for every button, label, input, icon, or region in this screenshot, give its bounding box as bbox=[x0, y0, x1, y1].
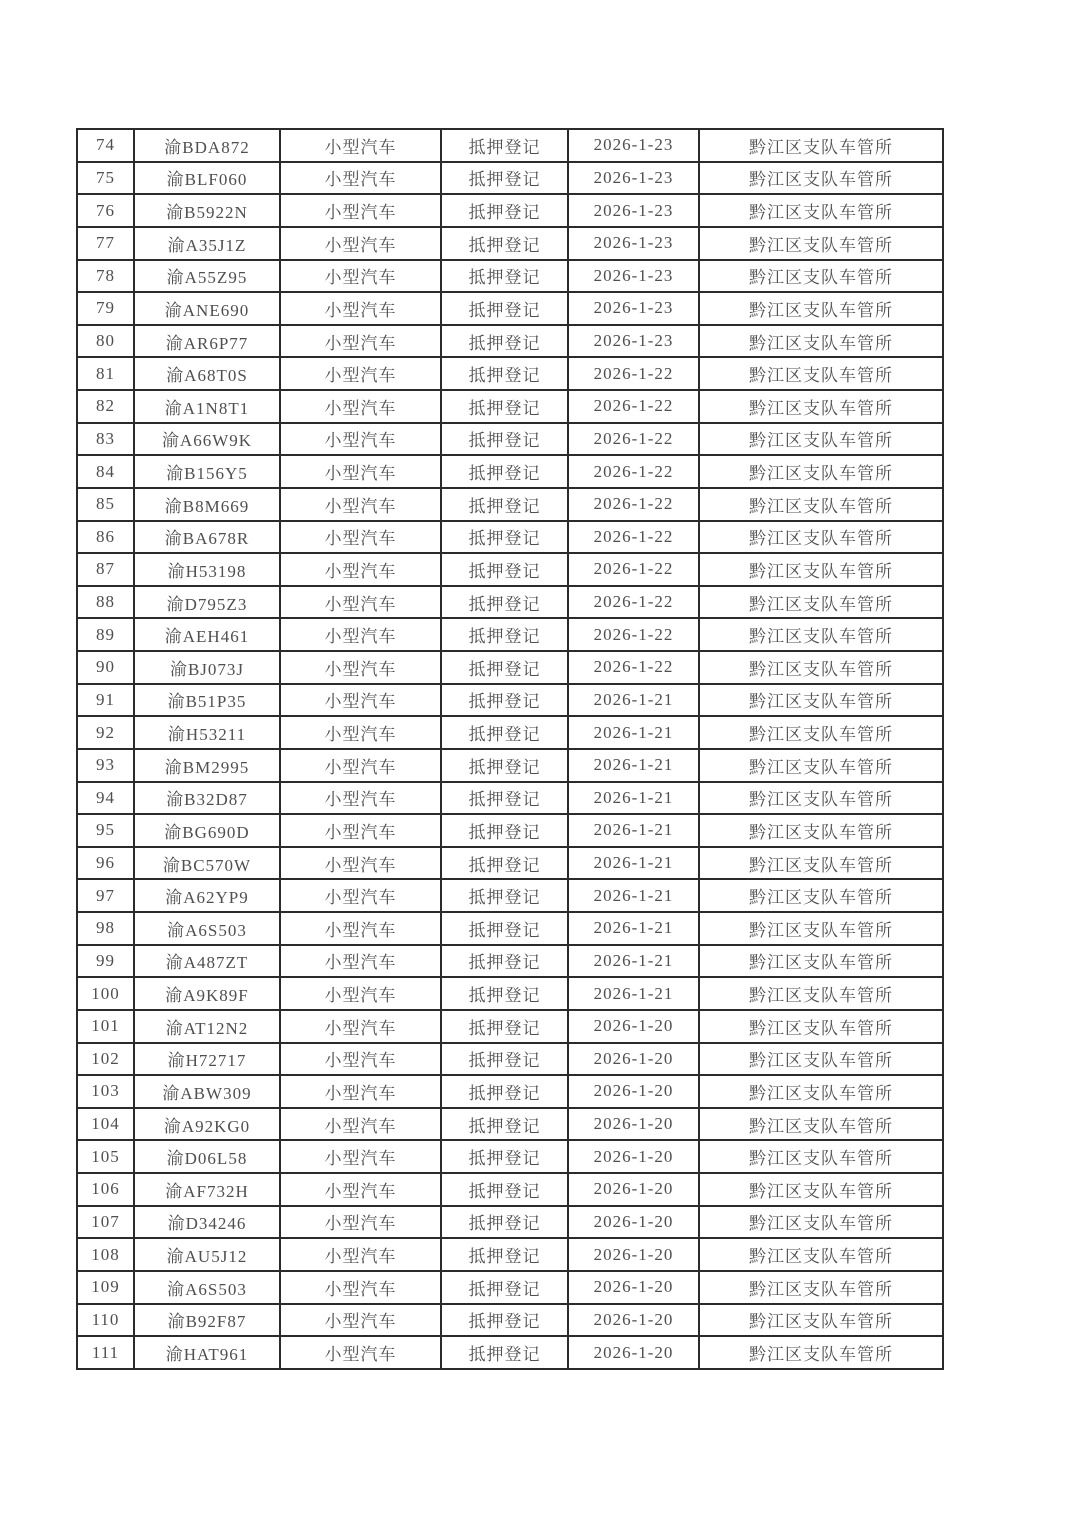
registration_type-cell: 抵押登记 bbox=[441, 1238, 568, 1271]
registration_type-cell: 抵押登记 bbox=[441, 357, 568, 390]
table-row bbox=[77, 553, 943, 586]
index-cell: 91 bbox=[77, 684, 134, 717]
registration_type-cell: 抵押登记 bbox=[441, 847, 568, 880]
vehicle_type-cell: 小型汽车 bbox=[280, 129, 441, 162]
table-row bbox=[77, 814, 943, 847]
date-cell: 2026-1-22 bbox=[568, 553, 699, 586]
index-cell: 96 bbox=[77, 847, 134, 880]
index-cell: 75 bbox=[77, 162, 134, 195]
date-cell: 2026-1-22 bbox=[568, 357, 699, 390]
office-cell: 黔江区支队车管所 bbox=[699, 847, 943, 880]
vehicle_type-cell: 小型汽车 bbox=[280, 292, 441, 325]
plate-cell: 渝AU5J12 bbox=[134, 1238, 280, 1271]
date-cell: 2026-1-22 bbox=[568, 488, 699, 521]
index-cell: 84 bbox=[77, 455, 134, 488]
registration_type-cell: 抵押登记 bbox=[441, 521, 568, 554]
table-row bbox=[77, 651, 943, 684]
vehicle_type-cell: 小型汽车 bbox=[280, 357, 441, 390]
vehicle_type-cell: 小型汽车 bbox=[280, 1304, 441, 1337]
plate-cell: 渝A1N8T1 bbox=[134, 390, 280, 423]
vehicle_type-cell: 小型汽车 bbox=[280, 977, 441, 1010]
plate-cell: 渝BLF060 bbox=[134, 162, 280, 195]
registration_type-cell: 抵押登记 bbox=[441, 325, 568, 358]
registration_type-cell: 抵押登记 bbox=[441, 1010, 568, 1043]
office-cell: 黔江区支队车管所 bbox=[699, 1206, 943, 1239]
date-cell: 2026-1-20 bbox=[568, 1043, 699, 1076]
table-row bbox=[77, 782, 943, 815]
index-cell: 100 bbox=[77, 977, 134, 1010]
plate-cell: 渝A66W9K bbox=[134, 423, 280, 456]
plate-cell: 渝A55Z95 bbox=[134, 260, 280, 293]
table-row bbox=[77, 194, 943, 227]
office-cell: 黔江区支队车管所 bbox=[699, 455, 943, 488]
table-row bbox=[77, 586, 943, 619]
table-row bbox=[77, 1238, 943, 1271]
plate-cell: 渝A487ZT bbox=[134, 945, 280, 978]
registration_type-cell: 抵押登记 bbox=[441, 1173, 568, 1206]
office-cell: 黔江区支队车管所 bbox=[699, 1336, 943, 1369]
table-body bbox=[77, 129, 943, 1369]
vehicle_type-cell: 小型汽车 bbox=[280, 1238, 441, 1271]
index-cell: 106 bbox=[77, 1173, 134, 1206]
plate-cell: 渝A9K89F bbox=[134, 977, 280, 1010]
index-cell: 111 bbox=[77, 1336, 134, 1369]
index-cell: 98 bbox=[77, 912, 134, 945]
table-row bbox=[77, 1206, 943, 1239]
date-cell: 2026-1-20 bbox=[568, 1108, 699, 1141]
date-cell: 2026-1-21 bbox=[568, 684, 699, 717]
plate-cell: 渝BJ073J bbox=[134, 651, 280, 684]
plate-cell: 渝BA678R bbox=[134, 521, 280, 554]
date-cell: 2026-1-21 bbox=[568, 912, 699, 945]
table-row bbox=[77, 227, 943, 260]
date-cell: 2026-1-20 bbox=[568, 1304, 699, 1337]
index-cell: 109 bbox=[77, 1271, 134, 1304]
index-cell: 80 bbox=[77, 325, 134, 358]
plate-cell: 渝A6S503 bbox=[134, 1271, 280, 1304]
office-cell: 黔江区支队车管所 bbox=[699, 521, 943, 554]
plate-cell: 渝ABW309 bbox=[134, 1075, 280, 1108]
date-cell: 2026-1-20 bbox=[568, 1238, 699, 1271]
index-cell: 108 bbox=[77, 1238, 134, 1271]
index-cell: 78 bbox=[77, 260, 134, 293]
registration_type-cell: 抵押登记 bbox=[441, 1043, 568, 1076]
registration_type-cell: 抵押登记 bbox=[441, 292, 568, 325]
office-cell: 黔江区支队车管所 bbox=[699, 1108, 943, 1141]
plate-cell: 渝H53211 bbox=[134, 716, 280, 749]
office-cell: 黔江区支队车管所 bbox=[699, 1075, 943, 1108]
table-row bbox=[77, 912, 943, 945]
table-row bbox=[77, 325, 943, 358]
vehicle_type-cell: 小型汽车 bbox=[280, 325, 441, 358]
office-cell: 黔江区支队车管所 bbox=[699, 227, 943, 260]
date-cell: 2026-1-22 bbox=[568, 651, 699, 684]
plate-cell: 渝AEH461 bbox=[134, 618, 280, 651]
table-row bbox=[77, 390, 943, 423]
table-row bbox=[77, 847, 943, 880]
office-cell: 黔江区支队车管所 bbox=[699, 586, 943, 619]
table-row bbox=[77, 1075, 943, 1108]
plate-cell: 渝A35J1Z bbox=[134, 227, 280, 260]
table-row bbox=[77, 1140, 943, 1173]
office-cell: 黔江区支队车管所 bbox=[699, 1173, 943, 1206]
registration_type-cell: 抵押登记 bbox=[441, 618, 568, 651]
index-cell: 74 bbox=[77, 129, 134, 162]
office-cell: 黔江区支队车管所 bbox=[699, 879, 943, 912]
vehicle_type-cell: 小型汽车 bbox=[280, 716, 441, 749]
registration_type-cell: 抵押登记 bbox=[441, 455, 568, 488]
office-cell: 黔江区支队车管所 bbox=[699, 1271, 943, 1304]
vehicle_type-cell: 小型汽车 bbox=[280, 1140, 441, 1173]
table-row bbox=[77, 260, 943, 293]
vehicle_type-cell: 小型汽车 bbox=[280, 1075, 441, 1108]
registration_type-cell: 抵押登记 bbox=[441, 1336, 568, 1369]
index-cell: 94 bbox=[77, 782, 134, 815]
vehicle_type-cell: 小型汽车 bbox=[280, 1010, 441, 1043]
plate-cell: 渝ANE690 bbox=[134, 292, 280, 325]
plate-cell: 渝B51P35 bbox=[134, 684, 280, 717]
plate-cell: 渝BG690D bbox=[134, 814, 280, 847]
date-cell: 2026-1-20 bbox=[568, 1075, 699, 1108]
date-cell: 2026-1-20 bbox=[568, 1271, 699, 1304]
plate-cell: 渝B8M669 bbox=[134, 488, 280, 521]
table-row bbox=[77, 716, 943, 749]
table-row bbox=[77, 1010, 943, 1043]
index-cell: 103 bbox=[77, 1075, 134, 1108]
registration_type-cell: 抵押登记 bbox=[441, 1075, 568, 1108]
index-cell: 102 bbox=[77, 1043, 134, 1076]
plate-cell: 渝A68T0S bbox=[134, 357, 280, 390]
date-cell: 2026-1-23 bbox=[568, 227, 699, 260]
vehicle_type-cell: 小型汽车 bbox=[280, 879, 441, 912]
index-cell: 97 bbox=[77, 879, 134, 912]
date-cell: 2026-1-21 bbox=[568, 945, 699, 978]
index-cell: 88 bbox=[77, 586, 134, 619]
registration_type-cell: 抵押登记 bbox=[441, 586, 568, 619]
office-cell: 黔江区支队车管所 bbox=[699, 553, 943, 586]
index-cell: 87 bbox=[77, 553, 134, 586]
plate-cell: 渝A6S503 bbox=[134, 912, 280, 945]
vehicle_type-cell: 小型汽车 bbox=[280, 1206, 441, 1239]
table-row bbox=[77, 1304, 943, 1337]
plate-cell: 渝A92KG0 bbox=[134, 1108, 280, 1141]
index-cell: 99 bbox=[77, 945, 134, 978]
plate-cell: 渝AT12N2 bbox=[134, 1010, 280, 1043]
plate-cell: 渝BC570W bbox=[134, 847, 280, 880]
office-cell: 黔江区支队车管所 bbox=[699, 488, 943, 521]
vehicle_type-cell: 小型汽车 bbox=[280, 1271, 441, 1304]
registration_type-cell: 抵押登记 bbox=[441, 1108, 568, 1141]
date-cell: 2026-1-20 bbox=[568, 1140, 699, 1173]
vehicle_type-cell: 小型汽车 bbox=[280, 488, 441, 521]
table-row bbox=[77, 879, 943, 912]
plate-cell: 渝B156Y5 bbox=[134, 455, 280, 488]
office-cell: 黔江区支队车管所 bbox=[699, 912, 943, 945]
registration_type-cell: 抵押登记 bbox=[441, 1304, 568, 1337]
vehicle_type-cell: 小型汽车 bbox=[280, 1336, 441, 1369]
registration_type-cell: 抵押登记 bbox=[441, 194, 568, 227]
plate-cell: 渝B32D87 bbox=[134, 782, 280, 815]
index-cell: 104 bbox=[77, 1108, 134, 1141]
index-cell: 79 bbox=[77, 292, 134, 325]
registration_type-cell: 抵押登记 bbox=[441, 716, 568, 749]
registration_type-cell: 抵押登记 bbox=[441, 1140, 568, 1173]
office-cell: 黔江区支队车管所 bbox=[699, 1238, 943, 1271]
date-cell: 2026-1-21 bbox=[568, 879, 699, 912]
date-cell: 2026-1-23 bbox=[568, 260, 699, 293]
date-cell: 2026-1-21 bbox=[568, 847, 699, 880]
table-row bbox=[77, 945, 943, 978]
plate-cell: 渝H72717 bbox=[134, 1043, 280, 1076]
table-row bbox=[77, 423, 943, 456]
office-cell: 黔江区支队车管所 bbox=[699, 618, 943, 651]
plate-cell: 渝HAT961 bbox=[134, 1336, 280, 1369]
registration_type-cell: 抵押登记 bbox=[441, 749, 568, 782]
plate-cell: 渝B5922N bbox=[134, 194, 280, 227]
office-cell: 黔江区支队车管所 bbox=[699, 390, 943, 423]
index-cell: 82 bbox=[77, 390, 134, 423]
date-cell: 2026-1-22 bbox=[568, 390, 699, 423]
office-cell: 黔江区支队车管所 bbox=[699, 716, 943, 749]
date-cell: 2026-1-23 bbox=[568, 194, 699, 227]
office-cell: 黔江区支队车管所 bbox=[699, 1304, 943, 1337]
date-cell: 2026-1-22 bbox=[568, 618, 699, 651]
office-cell: 黔江区支队车管所 bbox=[699, 129, 943, 162]
vehicle_type-cell: 小型汽车 bbox=[280, 618, 441, 651]
vehicle_type-cell: 小型汽车 bbox=[280, 390, 441, 423]
plate-cell: 渝BDA872 bbox=[134, 129, 280, 162]
registration_type-cell: 抵押登记 bbox=[441, 227, 568, 260]
registration_type-cell: 抵押登记 bbox=[441, 814, 568, 847]
table-row bbox=[77, 129, 943, 162]
index-cell: 89 bbox=[77, 618, 134, 651]
vehicle_type-cell: 小型汽车 bbox=[280, 260, 441, 293]
table-row bbox=[77, 618, 943, 651]
office-cell: 黔江区支队车管所 bbox=[699, 945, 943, 978]
index-cell: 81 bbox=[77, 357, 134, 390]
registration_type-cell: 抵押登记 bbox=[441, 488, 568, 521]
index-cell: 76 bbox=[77, 194, 134, 227]
index-cell: 83 bbox=[77, 423, 134, 456]
office-cell: 黔江区支队车管所 bbox=[699, 194, 943, 227]
registration_type-cell: 抵押登记 bbox=[441, 129, 568, 162]
office-cell: 黔江区支队车管所 bbox=[699, 292, 943, 325]
plate-cell: 渝D795Z3 bbox=[134, 586, 280, 619]
office-cell: 黔江区支队车管所 bbox=[699, 1140, 943, 1173]
index-cell: 92 bbox=[77, 716, 134, 749]
date-cell: 2026-1-23 bbox=[568, 162, 699, 195]
plate-cell: 渝D34246 bbox=[134, 1206, 280, 1239]
table-row bbox=[77, 1271, 943, 1304]
index-cell: 107 bbox=[77, 1206, 134, 1239]
date-cell: 2026-1-21 bbox=[568, 977, 699, 1010]
date-cell: 2026-1-22 bbox=[568, 455, 699, 488]
vehicle_type-cell: 小型汽车 bbox=[280, 749, 441, 782]
office-cell: 黔江区支队车管所 bbox=[699, 260, 943, 293]
date-cell: 2026-1-20 bbox=[568, 1173, 699, 1206]
plate-cell: 渝AF732H bbox=[134, 1173, 280, 1206]
table-row bbox=[77, 455, 943, 488]
table-row bbox=[77, 1336, 943, 1369]
table-row bbox=[77, 521, 943, 554]
table-row bbox=[77, 977, 943, 1010]
plate-cell: 渝BM2995 bbox=[134, 749, 280, 782]
office-cell: 黔江区支队车管所 bbox=[699, 651, 943, 684]
vehicle_type-cell: 小型汽车 bbox=[280, 912, 441, 945]
table-row bbox=[77, 292, 943, 325]
index-cell: 93 bbox=[77, 749, 134, 782]
index-cell: 105 bbox=[77, 1140, 134, 1173]
date-cell: 2026-1-20 bbox=[568, 1010, 699, 1043]
table-row bbox=[77, 1108, 943, 1141]
date-cell: 2026-1-23 bbox=[568, 325, 699, 358]
table-row bbox=[77, 684, 943, 717]
registration_type-cell: 抵押登记 bbox=[441, 651, 568, 684]
office-cell: 黔江区支队车管所 bbox=[699, 325, 943, 358]
vehicle_type-cell: 小型汽车 bbox=[280, 162, 441, 195]
date-cell: 2026-1-21 bbox=[568, 749, 699, 782]
vehicle_type-cell: 小型汽车 bbox=[280, 227, 441, 260]
registration_type-cell: 抵押登记 bbox=[441, 390, 568, 423]
table-row bbox=[77, 1043, 943, 1076]
plate-cell: 渝A62YP9 bbox=[134, 879, 280, 912]
office-cell: 黔江区支队车管所 bbox=[699, 1043, 943, 1076]
vehicle_type-cell: 小型汽车 bbox=[280, 423, 441, 456]
vehicle_type-cell: 小型汽车 bbox=[280, 1043, 441, 1076]
table-row bbox=[77, 488, 943, 521]
index-cell: 110 bbox=[77, 1304, 134, 1337]
date-cell: 2026-1-21 bbox=[568, 716, 699, 749]
registration_type-cell: 抵押登记 bbox=[441, 977, 568, 1010]
vehicle_type-cell: 小型汽车 bbox=[280, 455, 441, 488]
office-cell: 黔江区支队车管所 bbox=[699, 977, 943, 1010]
office-cell: 黔江区支队车管所 bbox=[699, 684, 943, 717]
office-cell: 黔江区支队车管所 bbox=[699, 782, 943, 815]
vehicle_type-cell: 小型汽车 bbox=[280, 194, 441, 227]
date-cell: 2026-1-23 bbox=[568, 129, 699, 162]
office-cell: 黔江区支队车管所 bbox=[699, 162, 943, 195]
index-cell: 77 bbox=[77, 227, 134, 260]
date-cell: 2026-1-23 bbox=[568, 292, 699, 325]
registration_type-cell: 抵押登记 bbox=[441, 1206, 568, 1239]
vehicle_type-cell: 小型汽车 bbox=[280, 684, 441, 717]
index-cell: 101 bbox=[77, 1010, 134, 1043]
registration_type-cell: 抵押登记 bbox=[441, 684, 568, 717]
vehicle_type-cell: 小型汽车 bbox=[280, 1108, 441, 1141]
registration_type-cell: 抵押登记 bbox=[441, 553, 568, 586]
vehicle-registration-table bbox=[76, 128, 944, 1370]
index-cell: 90 bbox=[77, 651, 134, 684]
plate-cell: 渝AR6P77 bbox=[134, 325, 280, 358]
registration_type-cell: 抵押登记 bbox=[441, 782, 568, 815]
vehicle_type-cell: 小型汽车 bbox=[280, 553, 441, 586]
date-cell: 2026-1-21 bbox=[568, 782, 699, 815]
plate-cell: 渝H53198 bbox=[134, 553, 280, 586]
table-row bbox=[77, 749, 943, 782]
office-cell: 黔江区支队车管所 bbox=[699, 1010, 943, 1043]
date-cell: 2026-1-22 bbox=[568, 521, 699, 554]
date-cell: 2026-1-22 bbox=[568, 423, 699, 456]
date-cell: 2026-1-21 bbox=[568, 814, 699, 847]
date-cell: 2026-1-20 bbox=[568, 1206, 699, 1239]
index-cell: 85 bbox=[77, 488, 134, 521]
registration_type-cell: 抵押登记 bbox=[441, 423, 568, 456]
vehicle_type-cell: 小型汽车 bbox=[280, 782, 441, 815]
vehicle_type-cell: 小型汽车 bbox=[280, 847, 441, 880]
registration_type-cell: 抵押登记 bbox=[441, 260, 568, 293]
date-cell: 2026-1-22 bbox=[568, 586, 699, 619]
registration_type-cell: 抵押登记 bbox=[441, 1271, 568, 1304]
plate-cell: 渝D06L58 bbox=[134, 1140, 280, 1173]
plate-cell: 渝B92F87 bbox=[134, 1304, 280, 1337]
registration_type-cell: 抵押登记 bbox=[441, 912, 568, 945]
registration_type-cell: 抵押登记 bbox=[441, 162, 568, 195]
index-cell: 86 bbox=[77, 521, 134, 554]
table-row bbox=[77, 162, 943, 195]
vehicle_type-cell: 小型汽车 bbox=[280, 814, 441, 847]
vehicle_type-cell: 小型汽车 bbox=[280, 651, 441, 684]
index-cell: 95 bbox=[77, 814, 134, 847]
registration_type-cell: 抵押登记 bbox=[441, 945, 568, 978]
office-cell: 黔江区支队车管所 bbox=[699, 814, 943, 847]
table-row bbox=[77, 357, 943, 390]
vehicle_type-cell: 小型汽车 bbox=[280, 945, 441, 978]
vehicle_type-cell: 小型汽车 bbox=[280, 586, 441, 619]
office-cell: 黔江区支队车管所 bbox=[699, 423, 943, 456]
registration_type-cell: 抵押登记 bbox=[441, 879, 568, 912]
date-cell: 2026-1-20 bbox=[568, 1336, 699, 1369]
vehicle_type-cell: 小型汽车 bbox=[280, 521, 441, 554]
office-cell: 黔江区支队车管所 bbox=[699, 357, 943, 390]
table-row bbox=[77, 1173, 943, 1206]
office-cell: 黔江区支队车管所 bbox=[699, 749, 943, 782]
vehicle_type-cell: 小型汽车 bbox=[280, 1173, 441, 1206]
